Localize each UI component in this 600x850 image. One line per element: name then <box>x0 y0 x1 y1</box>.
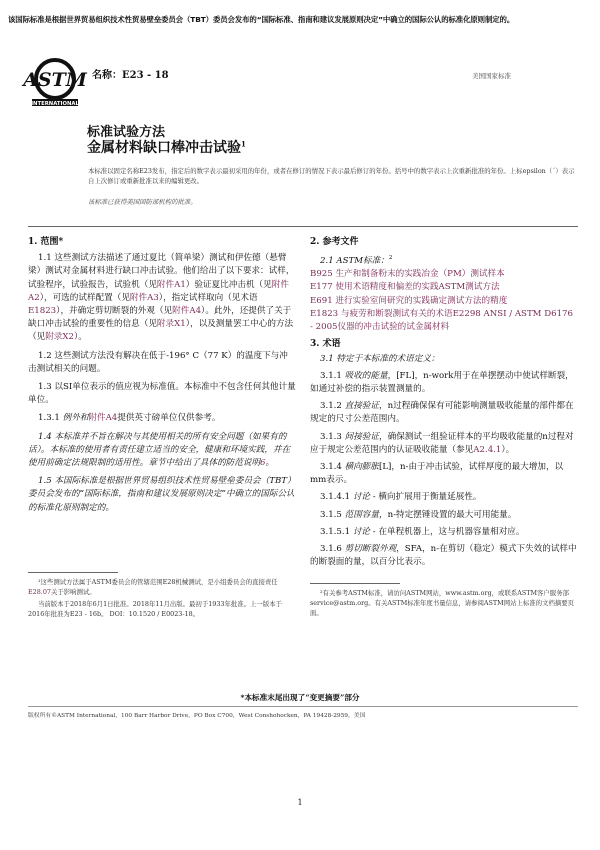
ref-e1823: E1823 与疲劳和断裂测试有关的术语E2298 ANSI / ASTM D6176 - 2005仪器的冲击试验的试金属材料 <box>310 308 573 333</box>
link-e28-07[interactable]: E28.07 <box>28 588 51 596</box>
link-b925[interactable]: B925 <box>310 269 333 280</box>
right-column <box>310 236 578 569</box>
link-appendix-x2[interactable]: 附录X2 <box>45 332 74 343</box>
para-1-3-1: 1.3.1 例外和附件A4提供英寸磅单位仅供参考。 <box>38 413 221 424</box>
approval-note: 该标准已获得美国国防部机构的批准。 <box>88 198 197 206</box>
designation: 名称：E23 - 18 <box>92 70 169 81</box>
ref-e691: E691 进行实验室间研究的实践确定测试方法的精度 <box>310 295 508 306</box>
svg-text:INTERNATIONAL: INTERNATIONAL <box>31 101 79 107</box>
footnote-dates: 当前版本于2018年6月1日批准。2018年11月出版。最初于1933年批准。上一版本于2016年批准为E23 - 16b。 DOI：10.1520 / E0023-18。 <box>28 600 282 618</box>
para-3-1-4-1: 3.1.4.1 讨论 - 横向扩展用于衡量延展性。 <box>320 492 482 503</box>
left-column <box>28 236 296 515</box>
para-1-5: 1.5 本国际标准是根据世界贸易组织技术性贸易壁垒委员会（TBT）委员会发布的“国际标准，指南和建议发展原则决定”中确立的国际公认的标准化原则制定的。 <box>28 476 296 513</box>
link-e1823-ref[interactable]: E1823 <box>310 308 339 319</box>
footnote-divider-left <box>28 572 118 573</box>
change-summary-note: *本标准末尾出现了“变更摘要”部分 <box>240 693 360 702</box>
link-appendix-x1[interactable]: 附录X1 <box>156 319 186 330</box>
link-annex-a2[interactable]: 附件A2 <box>28 279 289 303</box>
link-annex-a1[interactable]: 附件A1 <box>156 279 186 290</box>
para-3-1-5: 3.1.5 范围容量，n-特定摆锤设置的最大可用能量。 <box>320 509 517 520</box>
designation-note: 本标准以固定名称E23发布，指定后的数字表示最初采用的年份，或者在修订的情况下表示最后修订的年份。括号中的数字表示上次重新批准的年份。上标epsilon（´）表示自上次修订或重新批准以来的编辑更改。 <box>88 167 575 185</box>
para-1-4: 1.4 本标准并不旨在解决与其使用相关的所有安全问题（如果有的话）。本标准的使用者有责任建立适当的安全，健康和环境实践，并在使用前确定法规限制的适用性。章节中给出了具体的防范说明6。 <box>28 431 291 469</box>
para-3-1-3: 3.1.3 间接验证，确保测试一组验证样本的平均吸收能量的n过程对应于规定公差范围内的认证吸收能量（参见A2.4.1）。 <box>310 431 574 455</box>
title-line1: 标准试验方法 <box>87 125 166 140</box>
link-annex-a4-2[interactable]: 附件A4 <box>88 413 118 424</box>
footnote-1: ¹这些测试方法属于ASTM委员会的管辖范围E28机械测试，是小组委员会的直接责任E28.07关于影响测试。 <box>28 578 278 596</box>
section-3-heading: 3. 术语 <box>310 339 341 350</box>
para-3-1-1: 3.1.1 吸收的能量，[FL]，n-work用于在单摆摆动中使试样断裂，如通过补偿的指示装置测量的。 <box>310 370 574 394</box>
link-a2-4-1[interactable]: A2.4.1 <box>473 444 502 455</box>
link-e1823[interactable]: E1823 <box>28 306 57 317</box>
ref-e177: E177 使用术语精度和偏差的实践ASTM测试方法 <box>310 282 500 293</box>
link-e177[interactable]: E177 <box>310 282 333 293</box>
wto-notice: 该国际标准是根据世界贸易组织技术性贸易壁垒委员会（TBT）委员会发布的“国际标准、指南和建议发展原则决定”中确立的国际公认的标准化原则制定的。 <box>8 15 515 24</box>
section-2-heading: 2. 参考文件 <box>310 237 359 247</box>
header-divider <box>28 226 578 227</box>
astm-standards-label: 2.1 ASTM标准：$^2$ <box>320 255 393 267</box>
national-standard-label: 美国国家标准 <box>472 72 511 80</box>
page-number: 1 <box>297 798 303 807</box>
para-1-3: 1.3 以SI单位表示的值应视为标准值。本标准中不包含任何其他计量单位。 <box>28 382 296 406</box>
para-3-1-5-1: 3.1.5.1 讨论 - 在单程机器上，这与机器容量相对应。 <box>320 526 525 537</box>
link-section-6[interactable]: 6 <box>260 458 266 469</box>
para-3-1-4: 3.1.4 横向膨胀[L]，n-由于冲击试验，试样厚度的最大增加，以mm表示。 <box>310 461 564 486</box>
ref-b925: B925 生产和制备粉末的实践冶金（PM）测试样本 <box>310 269 505 280</box>
para-3-1-2: 3.1.2 直接验证，n过程确保保有可能影响测量吸收能量的部件都在规定的尺寸公差范围内。 <box>310 401 574 425</box>
para-1-2: 1.2 这些测试方法没有解决在低于-196° C（77 K）的温度下与冲击测试相关的问题。 <box>28 350 288 374</box>
para-3-1: 3.1 特定于本标准的术语定义： <box>320 354 440 365</box>
footer-divider <box>28 706 578 707</box>
link-e691[interactable]: E691 <box>310 295 333 306</box>
astm-logo <box>23 55 87 111</box>
title-line2: 金属材料缺口棒冲击试验$^1$ <box>87 139 246 156</box>
copyright: 版权所有©ASTM International，100 Barr Harbor Drive，PO Box C700，West Conshohocken，PA 19428-2959，美国 <box>28 713 366 719</box>
svg-text:ASTM: ASTM <box>23 69 87 91</box>
footnote-2: ²有关参考ASTM标准，请访问ASTM网站，www.astm.org，或联系ASTM客户服务部service@astm.org。有关ASTM标准年度书量信息，请参阅ASTM网站上标准的文档摘要页面。 <box>310 589 575 617</box>
para-3-1-6: 3.1.6 剪切断裂外观，SFA，n-在剪切（稳定）模式下失效的试样中的断裂面的量，以百分比表示。 <box>310 543 577 568</box>
link-annex-a4[interactable]: 附件A4 <box>172 306 202 317</box>
link-annex-a3[interactable]: 附件A3 <box>129 292 159 303</box>
para-1-1: 1.1 这些测试方法描述了通过夏比（简单梁）测试和伊佐德（悬臂梁）测试对金属材料进行缺口冲击试验。他们给出了以下要求：试样，试验程序，试验报告，试验机（见附件A1）验证夏比冲击机（见附件A2），可选的试样配置（见附件A3），指定试样取向（见术语E1823），并确定剪切断裂的外观（见附件A4）。此外，还提供了关于缺口冲击试验的重要性的信息（见附录X1），以及测量罢工中心的方法（见附录X2）。 <box>28 253 295 343</box>
footnote-divider-right <box>310 583 400 584</box>
section-1-heading: 1. 范围* <box>28 237 64 247</box>
